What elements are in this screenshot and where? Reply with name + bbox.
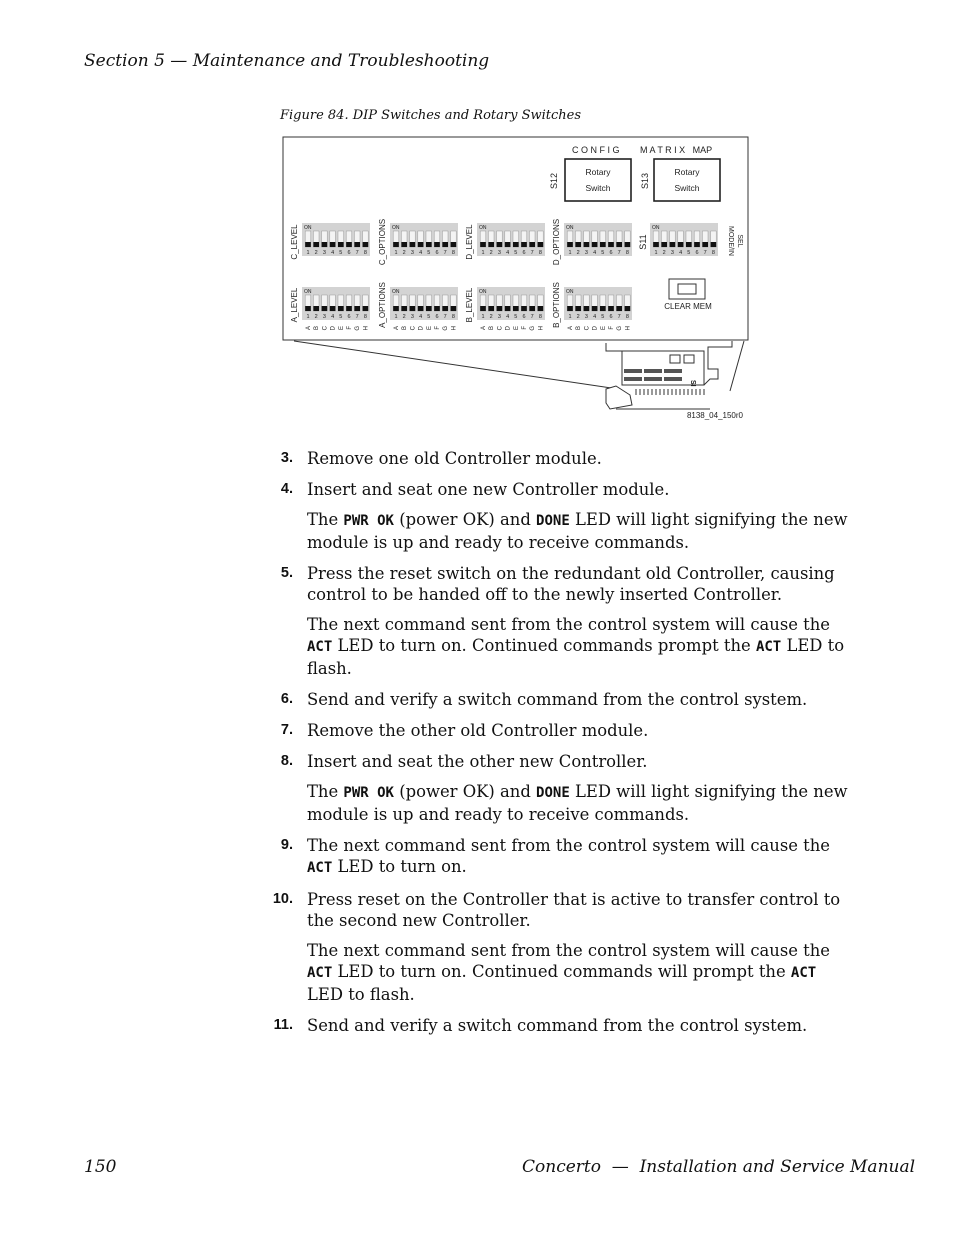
bank-label: B_OPTIONS [552,282,561,328]
svg-text:3: 3 [670,250,674,256]
svg-text:5: 5 [514,314,518,320]
svg-text:G: G [355,326,362,331]
bank-label: D_LEVEL [465,224,474,260]
svg-text:7: 7 [703,250,707,256]
bank-label: C_LEVEL [290,224,299,260]
svg-text:H: H [363,326,370,331]
mini-dip-switch [664,377,682,381]
svg-text:1: 1 [394,250,398,256]
figure-caption: Figure 84. DIP Switches and Rotary Switches [280,108,582,123]
step-4: 4. Insert and seat one new Controller module. The PWR OK (power OK) and DONE LED will light signifying the new module is up and ready to receive commands. [280,480,848,552]
svg-text:4: 4 [506,314,510,320]
s12-label: S12 [549,172,559,190]
svg-text:4: 4 [593,250,597,256]
svg-text:E: E [426,326,433,331]
svg-text:C: C [410,326,417,331]
svg-text:3: 3 [497,250,501,256]
svg-text:F: F [522,326,528,330]
pwr-ok-keyword: PWR OK [343,513,394,529]
svg-text:B: B [402,326,409,331]
svg-text:1: 1 [481,314,485,320]
svg-text:6: 6 [609,250,613,256]
svg-text:7: 7 [443,250,447,256]
svg-text:E: E [600,326,607,331]
svg-text:6: 6 [609,314,613,320]
bank-label: A_OPTIONS [378,282,387,328]
on-label: ON [304,225,312,231]
procedure-steps [260,448,850,1046]
s12-rotary-switch [565,159,631,201]
bank-label: C_OPTIONS [378,218,387,266]
svg-text:4: 4 [679,250,683,256]
svg-text:H: H [625,326,632,331]
on-label: ON [304,289,312,295]
svg-text:8: 8 [451,250,455,256]
svg-text:6: 6 [435,250,439,256]
act-keyword: ACT [755,639,782,655]
svg-text:D: D [592,326,599,331]
step-10: 10. Press reset on the Controller that is active to transfer control to the second new Controller. The next command sent from the control system will cause the ACT LED to turn on. Continued commands will prompt the ACT LED to flash. [272,890,841,1004]
pwr-ok-keyword: PWR OK [343,785,394,801]
on-label: ON [566,225,574,231]
svg-text:3: 3 [497,314,501,320]
config-label: C O N F I G [572,145,620,155]
on-label: ON [652,225,660,231]
svg-text:6: 6 [522,314,526,320]
svg-text:6: 6 [695,250,699,256]
matrix-map-label: M A T R I X MAP [640,145,713,155]
svg-text:6: 6 [347,250,351,256]
mini-dip-switch [624,377,642,381]
svg-text:3: 3 [322,250,326,256]
svg-text:1: 1 [568,314,572,320]
svg-text:D: D [505,326,512,331]
step-3: 3. Remove one old Controller module. [280,449,602,468]
svg-text:B: B [314,326,321,331]
svg-text:5: 5 [601,250,605,256]
c-level-dip-switch [302,223,370,256]
act-keyword: ACT [790,965,817,981]
svg-text:2: 2 [576,250,580,256]
svg-text:5: 5 [601,314,605,320]
on-label: ON [392,225,400,231]
svg-text:3: 3 [322,314,326,320]
svg-text:H: H [451,326,458,331]
mini-dip-switch [644,369,662,373]
manual-title: Concerto — Installation and Service Manual [522,1157,916,1177]
svg-text:A: A [568,326,574,331]
svg-text:7: 7 [355,250,359,256]
svg-text:1: 1 [394,314,398,320]
mini-dip-switch [664,369,682,373]
svg-text:1: 1 [481,250,485,256]
svg-text:4: 4 [593,314,597,320]
svg-text:2: 2 [662,250,666,256]
act-keyword: ACT [307,639,333,655]
svg-text:1: 1 [568,250,572,256]
svg-text:4: 4 [331,314,335,320]
step-6: 6. Send and verify a switch command from the control system. [280,690,808,709]
svg-text:2: 2 [489,314,493,320]
act-keyword: ACT [307,965,333,981]
svg-text:1: 1 [306,250,310,256]
svg-text:H: H [538,326,545,331]
svg-text:B: B [576,326,583,331]
svg-text:7: 7 [617,314,621,320]
svg-text:G: G [443,326,450,331]
bank-label: A_LEVEL [290,287,299,323]
svg-text:2: 2 [314,250,318,256]
svg-text:3: 3 [584,314,588,320]
svg-text:1: 1 [654,250,658,256]
svg-text:G: G [617,326,624,331]
svg-text:3: 3 [410,250,414,256]
svg-text:4: 4 [506,250,510,256]
mini-dip-switch [644,377,662,381]
svg-text:A: A [394,326,400,331]
svg-text:7: 7 [530,314,534,320]
svg-text:2: 2 [402,250,406,256]
svg-text:6: 6 [522,250,526,256]
on-label: ON [479,225,487,231]
svg-text:5: 5 [687,250,691,256]
svg-text:6: 6 [347,314,351,320]
bank-label: D_OPTIONS [552,218,561,266]
on-label: ON [566,289,574,295]
svg-text:F: F [609,326,615,330]
svg-text:3: 3 [584,250,588,256]
svg-text:2: 2 [576,314,580,320]
svg-text:8: 8 [451,314,455,320]
svg-text:7: 7 [617,250,621,256]
svg-text:5: 5 [514,250,518,256]
svg-text:6: 6 [435,314,439,320]
controller-board-inset [606,341,732,409]
running-header: Section 5 — Maintenance and Troubleshooting [84,51,490,71]
svg-text:D: D [330,326,337,331]
svg-text:8: 8 [363,314,367,320]
board-si-label: SI [689,380,696,387]
svg-text:1: 1 [306,314,310,320]
c-options-dip-switch [390,223,458,256]
svg-text:F: F [347,326,353,330]
svg-text:8: 8 [625,314,629,320]
svg-text:A: A [306,326,312,331]
d-options-dip-switch [564,223,632,256]
svg-text:7: 7 [443,314,447,320]
step-5: 5. Press the reset switch on the redundant old Controller, causing control to be handed off to the newly inserted Controller. The next command sent from the control system will cause the ACT LED to turn on. Continued commands prompt the ACT LED to flash. [280,564,845,678]
step-8: 8. Insert and seat the other new Controller. The PWR OK (power OK) and DONE LED will light signifying the new module is up and ready to receive commands. [280,752,848,824]
svg-text:F: F [435,326,441,330]
s13-label: S13 [640,172,650,190]
svg-text:D: D [418,326,425,331]
svg-text:5: 5 [339,314,343,320]
step-11: 11. Send and verify a switch command from the control system. [273,1016,808,1035]
on-label: ON [392,289,400,295]
done-keyword: DONE [536,785,570,801]
svg-text:2: 2 [489,250,493,256]
page-number: 150 [84,1157,117,1177]
svg-text:8: 8 [711,250,715,256]
svg-text:8: 8 [363,250,367,256]
act-keyword: ACT [307,860,333,876]
s11-dip-switch [650,223,718,256]
svg-text:5: 5 [339,250,343,256]
on-label: ON [479,289,487,295]
svg-text:5: 5 [427,314,431,320]
svg-text:C: C [322,326,329,331]
svg-text:B: B [489,326,496,331]
svg-text:5: 5 [427,250,431,256]
svg-text:8: 8 [538,250,542,256]
s13-rotary-switch [654,159,720,201]
s11-label: S11 [638,234,648,250]
svg-text:G: G [530,326,537,331]
svg-text:3: 3 [410,314,414,320]
mini-dip-switch [624,369,642,373]
done-keyword: DONE [536,513,570,529]
svg-text:2: 2 [402,314,406,320]
svg-text:E: E [338,326,345,331]
svg-text:E: E [513,326,520,331]
mode-in-sel-label: MODE/IN [727,226,734,256]
svg-text:7: 7 [530,250,534,256]
svg-text:Switch: Switch [674,183,700,193]
svg-text:Rotary: Rotary [585,167,611,177]
svg-text:4: 4 [419,250,423,256]
clear-mem-label: CLEAR MEM [664,302,712,311]
svg-text:A: A [481,326,487,331]
step-9: 9. The next command sent from the control system will cause the ACT LED to turn on. [280,836,831,876]
svg-text:8: 8 [625,250,629,256]
dip-rotary-switch-figure [280,133,760,433]
d-level-dip-switch [477,223,545,256]
figure-id: 8138_04_150r0 [686,411,743,420]
svg-text:7: 7 [355,314,359,320]
bank-label: B_LEVEL [465,287,474,323]
svg-text:SEL: SEL [736,234,743,248]
svg-text:2: 2 [314,314,318,320]
svg-text:8: 8 [538,314,542,320]
svg-text:C: C [497,326,504,331]
svg-text:Switch: Switch [585,183,611,193]
svg-text:C: C [584,326,591,331]
svg-text:4: 4 [419,314,423,320]
svg-text:Rotary: Rotary [674,167,700,177]
step-7: 7. Remove the other old Controller module. [280,721,649,740]
svg-text:4: 4 [331,250,335,256]
